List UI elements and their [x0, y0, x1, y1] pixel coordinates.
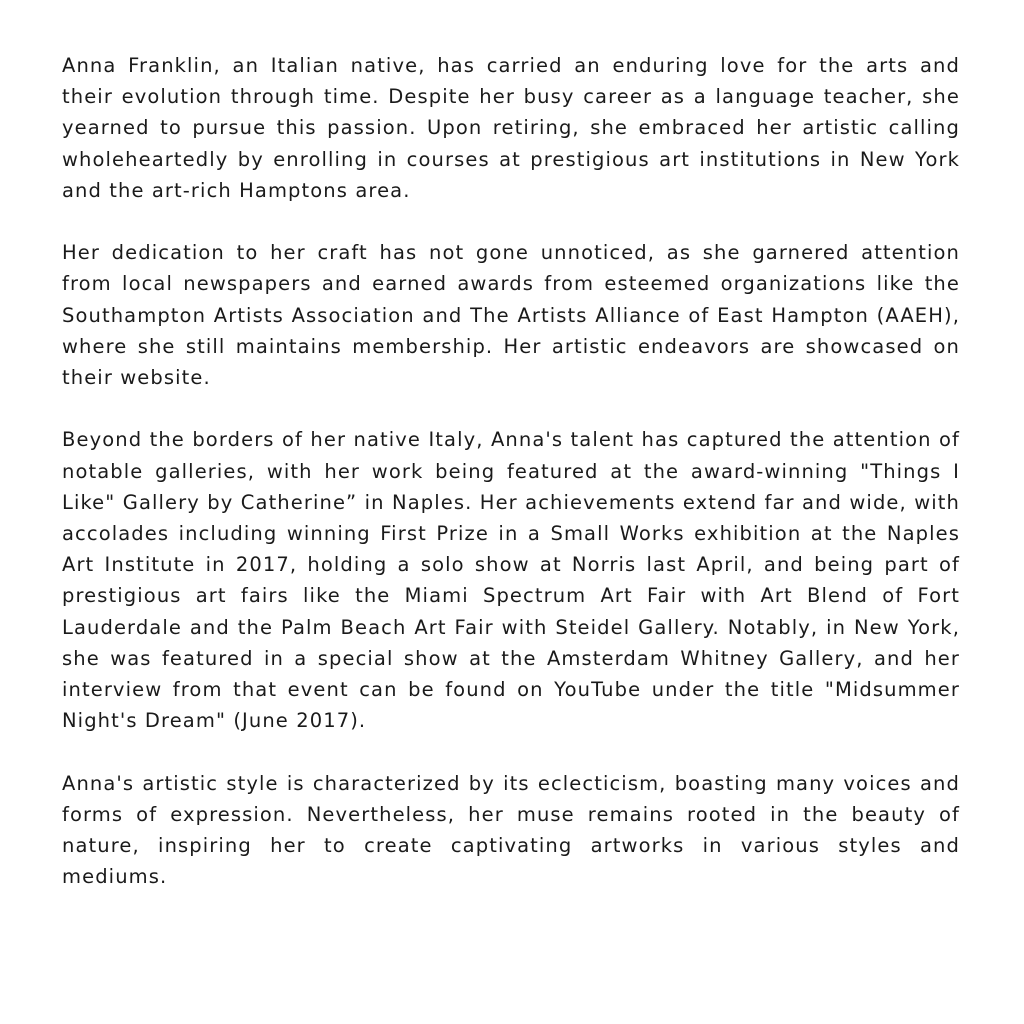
- paragraph-achievements: Beyond the borders of her native Italy, Anna's talent has captured the attention of notable galleries, with her work being featured at the award-winning "Things I Like" Gallery by Catherine” in Naples. Her achievements extend far and wide, with accolades including winning First Prize in a Small Works exhibition at the Naples Art Institute in 2017, holding a solo show at Norris last April, and being part of prestigious art fairs like the Miami Spectrum Art Fair with Art Blend of Fort Lauderdale and the Palm Beach Art Fair with Steidel Gallery. Notably, in New York, she was featured in a special show at the Amsterdam Whitney Gallery, and her interview from that event can be found on YouTube under the title "Midsummer Night's Dream" (June 2017).: [62, 428, 960, 733]
- paragraph-recognition: Her dedication to her craft has not gone unnoticed, as she garnered attention from local newspapers and earned awards from esteemed organizations like the Southampton Artists Association and The Artists Alliance of East Hampton (AAEH), where she still maintains membership. Her artistic endeavors are showcased on their website.: [62, 241, 960, 390]
- document-body: [62, 50, 960, 892]
- paragraph-style: Anna's artistic style is characterized by its eclecticism, boasting many voices and forms of expression. Nevertheless, her muse remains rooted in the beauty of nature, inspiring her to create captivating artworks in various styles and mediums.: [62, 771, 960, 889]
- paragraph-intro: Anna Franklin, an Italian native, has carried an enduring love for the arts and their evolution through time. Despite her busy career as a language teacher, she yearned to pursue this passion. Upon retiring, she embraced her artistic calling wholeheartedly by enrolling in courses at prestigious art institutions in New York and the art-rich Hamptons area.: [62, 54, 960, 202]
